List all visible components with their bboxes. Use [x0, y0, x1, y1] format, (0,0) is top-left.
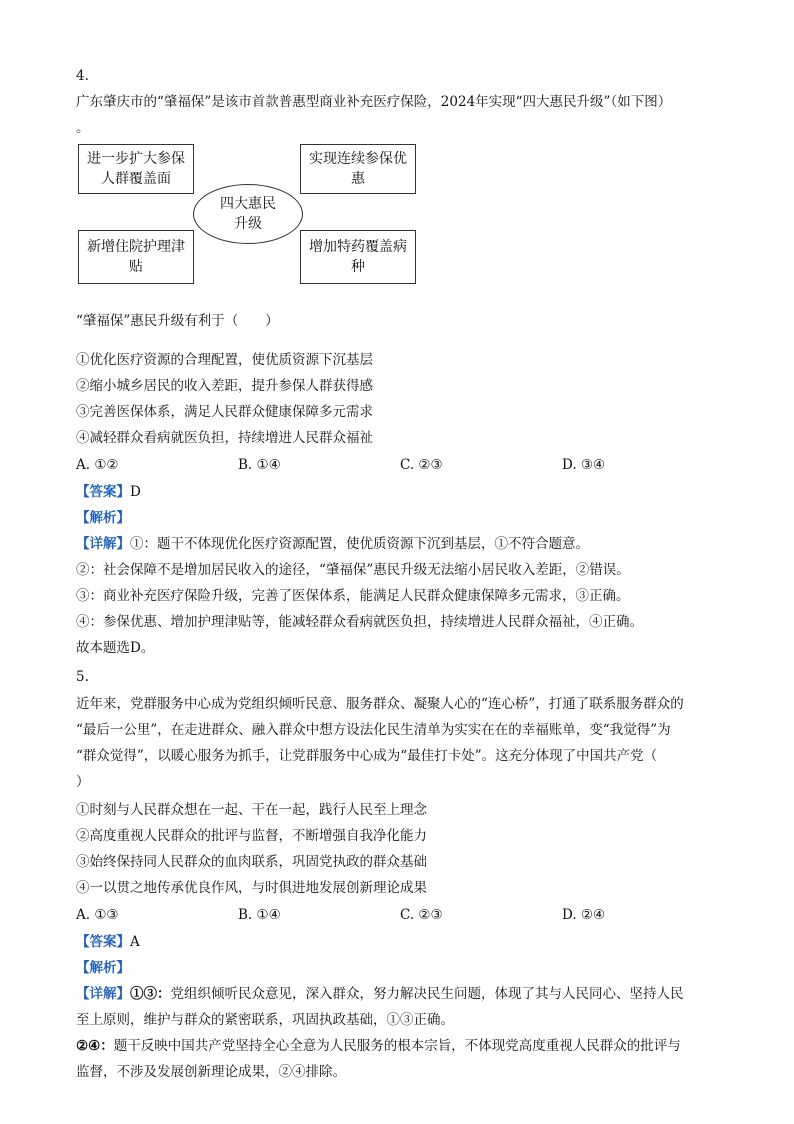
diagram-box-bottom-right: 增加特药覆盖病种: [300, 230, 416, 284]
question-4-analysis-label: 【解析】: [76, 510, 130, 526]
question-5-stem-2: “最后一公里”，在走进群众、融入群众中想方设法化民生清单为实实在在的幸福账单，变“我觉得”为: [76, 722, 671, 738]
question-4-detail-3: ③：商业补充医疗保险升级，完善了医保体系，能满足人民群众健康保障多元需求，③正确。: [76, 588, 630, 604]
detail-label: 【详解】: [76, 986, 130, 1002]
question-4-conclusion: 故本题选D。: [76, 640, 155, 656]
choice-b: B. ①④: [238, 907, 281, 923]
question-4-answer: [76, 479, 726, 505]
question-4-option-2: ②缩小城乡居民的收入差距，提升参保人群获得感: [76, 378, 373, 394]
choice-d: D. ②④: [562, 907, 606, 923]
question-5-choices: [76, 901, 726, 929]
question-5-option-2: ②高度重视人民群众的批评与监督，不断增强自我净化能力: [76, 828, 427, 844]
question-4-detail-1: 【详解】①：题干不体现优化医疗资源配置，使优质资源下沉到基层，①不符合题意。: [76, 536, 589, 552]
detail-label: 【详解】: [76, 536, 130, 552]
diagram-box-bottom-left: 新增住院护理津贴: [78, 230, 194, 284]
question-5-option-1: ①时刻与人民群众想在一起、干在一起，践行人民至上理念: [76, 802, 427, 818]
answer-label: 【答案】: [76, 934, 130, 950]
question-4-number: 4.: [76, 68, 89, 84]
choice-c: C. ②③: [400, 457, 443, 473]
question-4-stem: 广东肇庆市的“肇福保”是该市首款普惠型商业补充医疗保险，2024年实现“四大惠民升级”（如下图）: [76, 94, 672, 110]
question-5-detail-2-cont: 监督，不涉及发展创新理论成果，②④排除。: [76, 1064, 346, 1080]
choice-a: A. ①②: [76, 457, 119, 473]
question-5-stem-4: ）: [76, 774, 90, 790]
question-5-detail-2: ②④：题干反映中国共产党坚持全心全意为人民服务的根本宗旨，不体现党高度重视人民群众的批评与: [76, 1038, 681, 1054]
question-5-stem-1: 近年来，党群服务中心成为党组织倾听民意、服务群众、凝聚人心的“连心桥”，打通了联系服务群众的: [76, 696, 684, 712]
diagram-box-top-left: 进一步扩大参保人群覆盖面: [78, 144, 194, 194]
question-5-answer: [76, 929, 726, 955]
diagram-center-ellipse: 四大惠民升级: [193, 184, 303, 244]
question-5-detail-1: 【详解】①③：党组织倾听民众意见，深入群众，努力解决民生问题，体现了其与人民同心、坚持人民: [76, 986, 684, 1002]
choice-a: A. ①③: [76, 907, 119, 923]
upgrade-diagram: [78, 144, 438, 294]
choice-b: B. ①④: [238, 457, 281, 473]
question-5-number: 5.: [76, 669, 89, 685]
question-4-option-3: ③完善医保体系，满足人民群众健康保障多元需求: [76, 404, 373, 420]
question-4-detail-4: ④：参保优惠、增加护理津贴等，能减轻群众看病就医负担，持续增进人民群众福祉，④正确。: [76, 614, 643, 630]
diagram-box-top-right: 实现连续参保优惠: [300, 144, 416, 194]
document-page: [76, 62, 726, 1085]
answer-value: D: [130, 484, 141, 500]
question-5-analysis-label: 【解析】: [76, 960, 130, 976]
question-4-detail-2: ②：社会保障不是增加居民收入的途径，“肇福保”惠民升级无法缩小居民收入差距，②错误。: [76, 562, 630, 578]
question-4-option-4: ④减轻群众看病就医负担，持续增进人民群众福祉: [76, 430, 373, 446]
answer-value: A: [130, 934, 140, 950]
question-5-option-4: ④一以贯之地传承优良作风，与时俱进地发展创新理论成果: [76, 880, 427, 896]
question-4-prompt: “肇福保”惠民升级有利于（ ）: [76, 312, 279, 329]
answer-label: 【答案】: [76, 484, 130, 500]
question-5-detail-1-cont: 至上原则，维护与群众的紧密联系，巩固执政基础，①③正确。: [76, 1012, 454, 1028]
question-4-choices: [76, 451, 726, 479]
choice-c: C. ②③: [400, 907, 443, 923]
question-5-stem-3: “群众觉得”，以暖心服务为抓手，让党群服务中心成为“最佳打卡处”。这充分体现了中国共产党（: [76, 748, 658, 764]
question-4-stem-end: 。: [76, 120, 90, 136]
choice-d: D. ③④: [562, 457, 606, 473]
question-4-option-1: ①优化医疗资源的合理配置，使优质资源下沉基层: [76, 352, 373, 368]
question-5-option-3: ③始终保持同人民群众的血肉联系，巩固党执政的群众基础: [76, 854, 427, 870]
